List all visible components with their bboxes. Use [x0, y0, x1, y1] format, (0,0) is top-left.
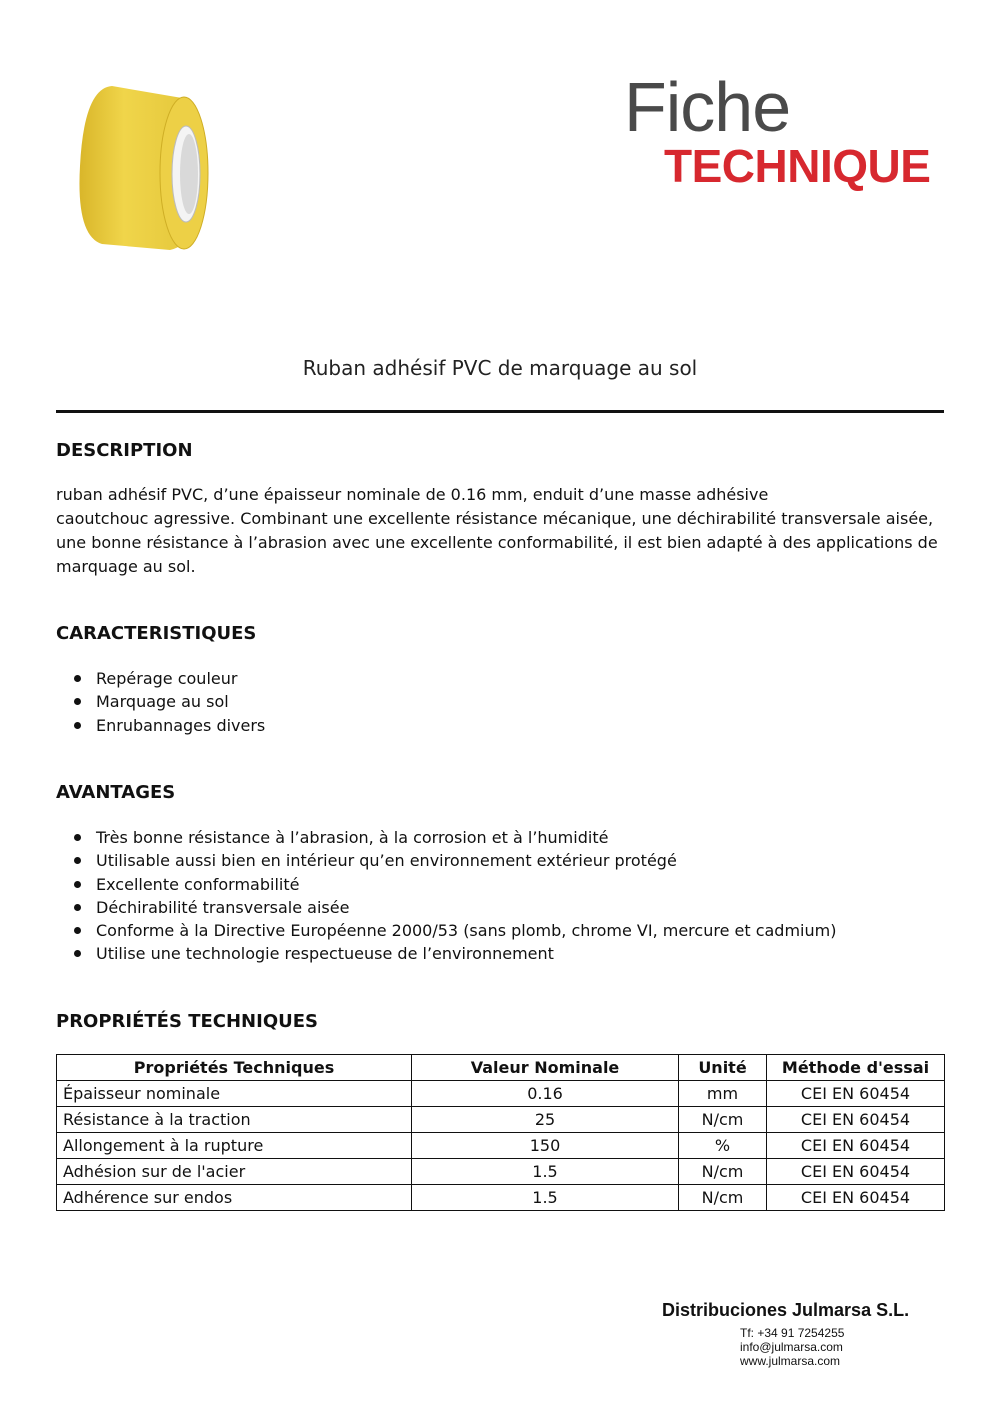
list-item — [74, 714, 265, 737]
company-name: Distribuciones Julmarsa S.L. — [662, 1300, 910, 1320]
bullet-icon — [74, 675, 81, 682]
avantages-heading: AVANTAGES — [56, 782, 176, 803]
column-header: Méthode d'essai — [767, 1055, 945, 1081]
table-cell: N/cm — [679, 1107, 767, 1133]
table-cell: 150 — [412, 1133, 679, 1159]
contact-website: www.julmarsa.com — [740, 1354, 841, 1368]
table-cell: Résistance à la traction — [57, 1107, 412, 1133]
list-item-text: Très bonne résistance à l’abrasion, à la corrosion et à l’humidité — [96, 828, 609, 847]
proprietes-heading: PROPRIÉTÉS TECHNIQUES — [56, 1011, 318, 1032]
description-heading: DESCRIPTION — [56, 440, 193, 461]
table-cell: Adhérence sur endos — [57, 1185, 412, 1211]
table-cell: 1.5 — [412, 1185, 679, 1211]
table-cell: CEI EN 60454 — [767, 1133, 945, 1159]
list-item-text: Marquage au sol — [96, 692, 229, 712]
table-cell: CEI EN 60454 — [767, 1185, 945, 1211]
table-row — [57, 1081, 945, 1107]
table-cell: CEI EN 60454 — [767, 1159, 945, 1185]
list-item — [74, 896, 836, 919]
bullet-icon — [74, 698, 81, 705]
table-cell: Adhésion sur de l'acier — [57, 1159, 412, 1185]
caracteristiques-list — [74, 667, 265, 737]
table-row — [57, 1133, 945, 1159]
table-cell: 1.5 — [412, 1159, 679, 1185]
title-divider — [56, 410, 944, 413]
caracteristiques-heading: CARACTERISTIQUES — [56, 623, 257, 644]
list-item-text: Enrubannages divers — [96, 715, 266, 735]
bullet-icon — [74, 722, 81, 729]
bullet-icon — [74, 834, 81, 841]
description-line-2: caoutchouc agressive. Combinant une excellente résistance mécanique, une déchirabilité transversale aisée, une bonne résistance à l’abrasion avec une excellente conformabilité, il est bien adapté à des applications de marquage au sol. — [56, 509, 938, 576]
table-cell: CEI EN 60454 — [767, 1081, 945, 1107]
table-cell: N/cm — [679, 1159, 767, 1185]
description-line-1: ruban adhésif PVC, d’une épaisseur nominale de 0.16 mm, enduit d’une masse adhésive — [56, 485, 769, 504]
tape-roll-image — [72, 78, 212, 258]
table-cell: % — [679, 1133, 767, 1159]
table-cell: 0.16 — [412, 1081, 679, 1107]
column-header: Propriétés Techniques — [57, 1055, 412, 1081]
logo-technique: TECHNIQUE — [664, 140, 931, 192]
table-cell: N/cm — [679, 1185, 767, 1211]
list-item-text: Excellente conformabilité — [96, 874, 300, 894]
table-cell: CEI EN 60454 — [767, 1107, 945, 1133]
list-item — [74, 667, 265, 690]
table-header-row — [57, 1055, 945, 1081]
bullet-icon — [74, 927, 81, 934]
column-header: Valeur Nominale — [412, 1055, 679, 1081]
table-cell: Épaisseur nominale — [57, 1081, 412, 1107]
contact-email: info@julmarsa.com — [740, 1340, 843, 1354]
table-row — [57, 1107, 945, 1133]
list-item — [74, 690, 265, 713]
contact-phone: Tf: +34 91 7254255 — [740, 1326, 845, 1340]
bullet-icon — [74, 857, 81, 864]
avantages-list — [74, 826, 836, 966]
list-item-text: Déchirabilité transversale aisée — [96, 897, 350, 917]
document-title: Ruban adhésif PVC de marquage au sol — [302, 356, 698, 380]
table-cell: Allongement à la rupture — [57, 1133, 412, 1159]
list-item — [74, 826, 836, 849]
bullet-icon — [74, 950, 81, 957]
list-item — [74, 849, 836, 872]
list-item — [74, 942, 836, 965]
list-item — [74, 873, 836, 896]
bullet-icon — [74, 904, 81, 911]
table-cell: 25 — [412, 1107, 679, 1133]
bullet-icon — [74, 881, 81, 888]
table-cell: mm — [679, 1081, 767, 1107]
list-item-text: Utilisable aussi bien en intérieur qu’en environnement extérieur protégé — [96, 851, 677, 871]
list-item-text: Utilise une technologie respectueuse de l’environnement — [96, 944, 554, 964]
list-item-text: Conforme à la Directive Européenne 2000/53 (sans plomb, chrome VI, mercure et cadmium) — [96, 921, 837, 941]
properties-table — [56, 1054, 945, 1211]
table-row — [57, 1185, 945, 1211]
description-text — [56, 483, 948, 579]
table-row — [57, 1159, 945, 1185]
list-item-text: Repérage couleur — [96, 669, 238, 688]
list-item — [74, 919, 836, 942]
column-header: Unité — [679, 1055, 767, 1081]
logo-fiche: Fiche — [624, 68, 791, 146]
